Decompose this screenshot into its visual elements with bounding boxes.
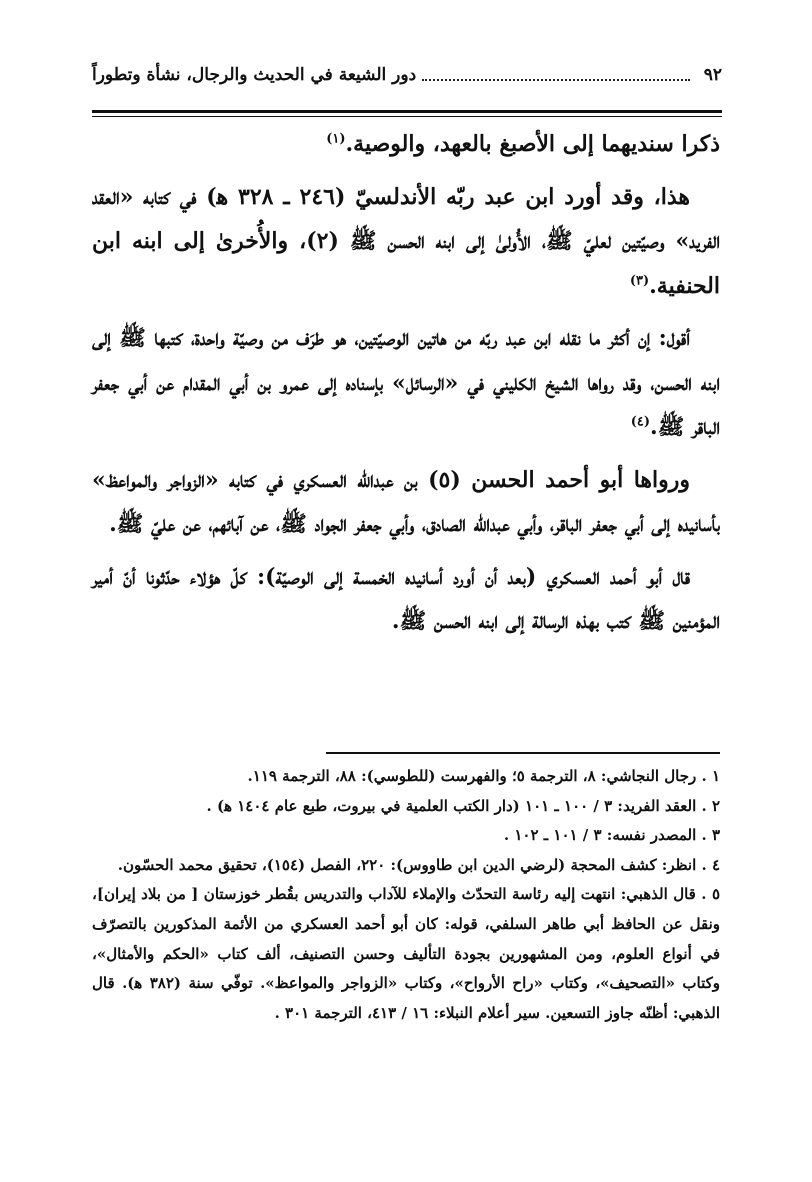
paragraph: هذا، وقد أورد ابن عبد ربّه الأندلسيّ (٢٤٦ ـ ٣٢٨ ﻫ) في كتابه «العقد الفريد» وصيّتين لعليّ ﷺ، الأُولىٰ إلى ابنه الحسن ﷺ (٢)، والأُخرىٰ إلى ابنه ابن الحنفية.$^{(٣)}$	[92, 183, 720, 299]
page-number: ٩٢	[703, 65, 722, 85]
footnote-ref: (٤)	[630, 414, 651, 430]
footnote: ٣ . المصدر نفسه: ٣ / ١٠١ ـ ١٠٢ .	[503, 826, 720, 845]
running-title: دور الشيعة في الحديث والرجال، نشأة وتطوراً	[92, 65, 417, 85]
footnote: ٢ . العقد الفريد: ٣ / ١٠٠ ـ ١٠١ (دار الكتب العلمية في بيروت، طبع عام ١٤٠٤ ﻫ) .	[206, 796, 720, 815]
paragraph: ذكرا سنديهما إلى الأصبغ بالعهد، والوصية.$^{(١)}$	[326, 131, 720, 157]
paragraph: أقول: إن أكثر ما نقله ابن عبد ربّه من هاتين الوصيّتين، هو طرَف من وصيّة واحدة، كتبها ﷺ إلى ابنه الحسن، وقد رواها الشيخ الكليني في «الرسائل» بإسناده إلى عمرو بن أبي المقدام عن أبي جعفر الباقر ﷺ.$^{(٤)}$	[92, 325, 720, 440]
footnote: ١ . رجال النجاشي: ٨، الترجمة ٥؛ والفهرست (للطوسي): ٨٨، الترجمة ١١٩.	[247, 767, 720, 785]
footnote: ٥ . قال الذهبي: انتهت إليه رئاسة التحدّث والإملاء للآداب والتدريس بقُطر خوزستان [ من بلاد إيران]، ونقل عن الحافظ أبي طاهر السلفي، قوله: كان أبو أحمد العسكري من الأئمة المذكورين بالتصرّف في أنواع العلوم، ومن المشهورين بجودة التأليف وحسن التصنيف، ألف كتاب «الحكم والأمثال»، وكتاب «التصحيف»، وكتاب «راح الأرواح»، وكتاب «الزواجر والمواعظ». توفّي سنة (٣٨٢ ﻫ). قال الذهبي: أظنّه جاوز التسعين. سير أعلام النبلاء: ١٦ / ٤١٣، الترجمة ٣٠١ .	[92, 885, 720, 1022]
paragraph: قال أبو أحمد العسكري (بعد أن أورد أسانيده الخمسة إلى الوصيّة): كلّ هؤلاء حدّثونا أنّ أمير المؤمنين ﷺ كتب بهذه الرسالة إلى ابنه الحسن ﷺ.	[92, 563, 720, 634]
dot-leader	[422, 69, 690, 81]
footnote-ref: (١)	[326, 131, 346, 147]
main-text	[92, 122, 720, 652]
paragraph: ورواها أبو أحمد الحسن (٥) بن عبدالله العسكري في كتابه «الزواجر والمواعظ» بأسانيده إلى أبي جعفر الباقر، وأبي عبدالله الصادق، وأبي جعفر الجواد ﷺ، عن آبائهم، عن عليّ ﷺ.	[92, 466, 720, 537]
footnote: ٤ . انظر: كشف المحجة (لرضي الدين ابن طاووس): ٢٢٠، الفصل (١٥٤)، تحقيق محمد الحسّون.	[117, 855, 720, 874]
footnotes	[92, 762, 720, 1028]
header-rule	[92, 110, 722, 113]
running-header	[92, 58, 722, 92]
footnote-separator	[326, 752, 720, 754]
footnote-ref: (٣)	[629, 273, 650, 289]
header-rule-thin	[92, 116, 722, 117]
